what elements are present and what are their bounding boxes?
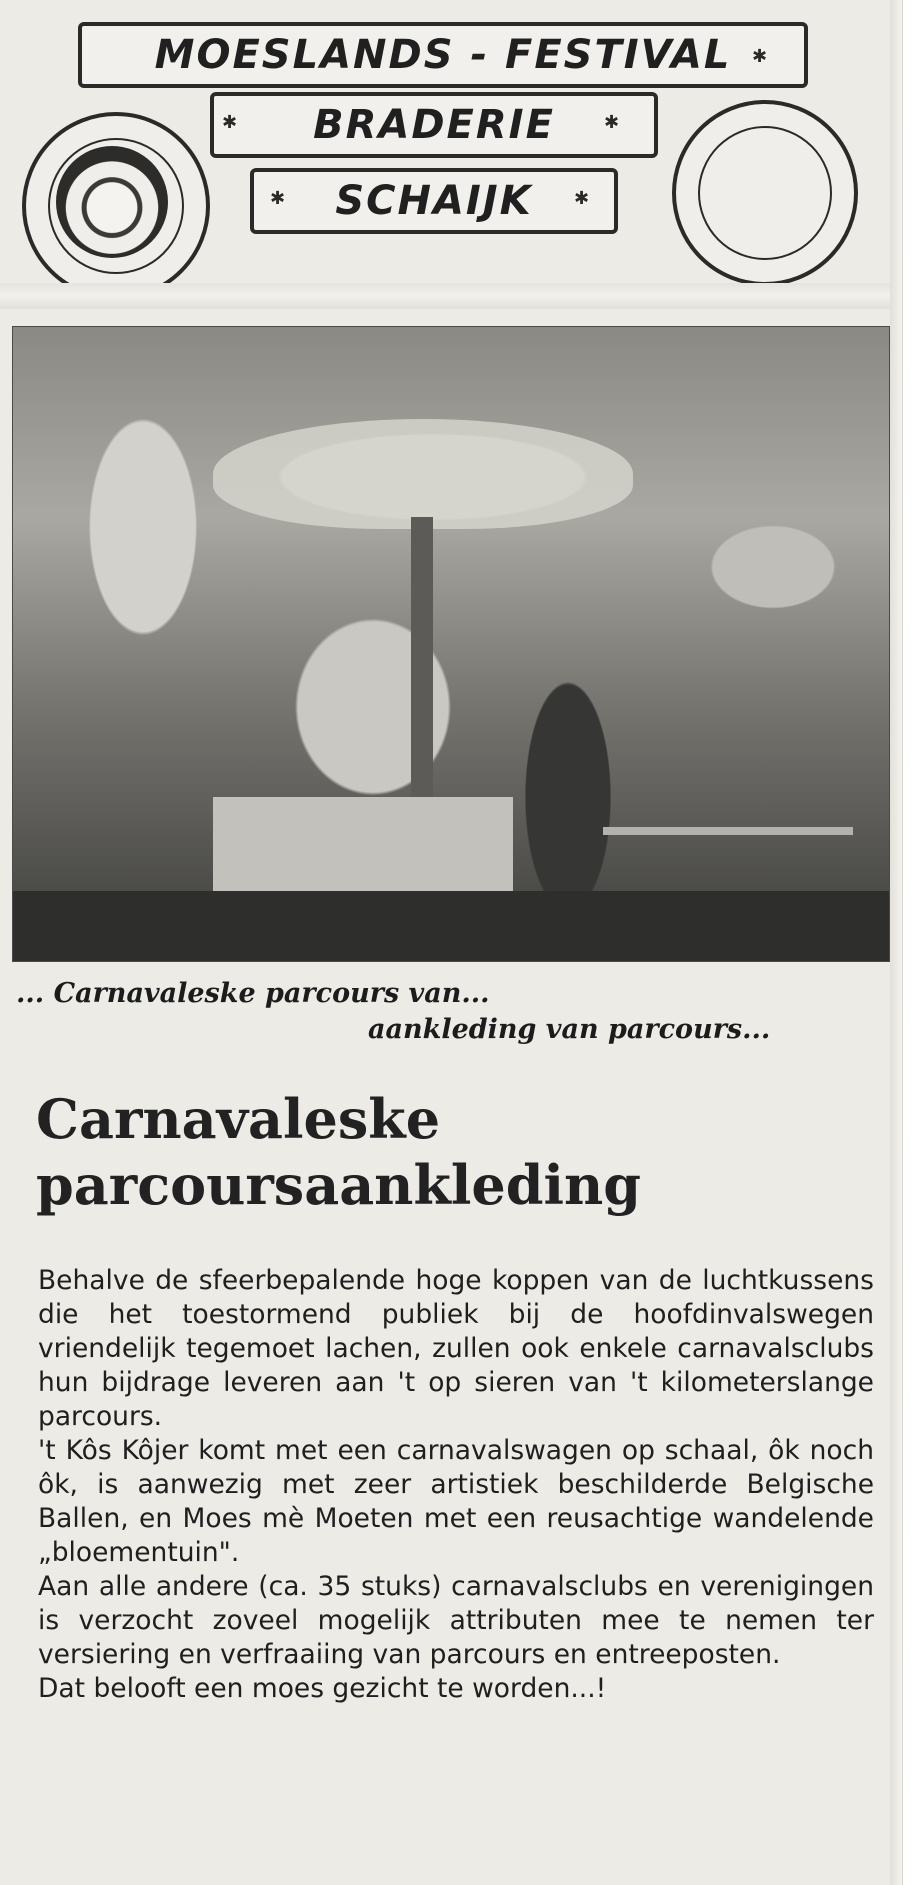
star-icon: ✱	[604, 112, 620, 133]
seal-inner-ring	[698, 126, 832, 260]
star-icon: ✱	[752, 46, 768, 67]
paper-fold	[0, 283, 902, 309]
banner-schaijk-text: SCHAIJK	[335, 178, 533, 224]
banner-festival-text: MOESLANDS - FESTIVAL	[154, 32, 732, 78]
article-title: Carnavaleske parcoursaankleding	[36, 1087, 642, 1217]
banner-braderie-text: BRADERIE	[313, 102, 555, 148]
photo-caption-line-2: aankleding van parcours...	[368, 1014, 771, 1045]
article-paragraph: Dat belooft een moes gezicht te worden...!	[38, 1673, 607, 1704]
banner-braderie	[210, 92, 658, 158]
banner-schaijk	[250, 168, 618, 234]
photo-canopy	[213, 419, 633, 529]
article-body	[38, 1264, 874, 1706]
star-icon: ✱	[270, 188, 286, 209]
article-paragraph: 't Kôs Kôjer komt met een carnavalswagen op schaal, ôk noch ôk, is aanwezig met zeer artistiek beschilderde Belgische Ballen, en Moes mè Moeten met een reusachtige wandelende „bloementuin".	[38, 1435, 874, 1568]
retailers-association-seal	[672, 100, 858, 286]
banner-festival	[78, 22, 808, 88]
carnaval-foundation-seal	[22, 112, 210, 300]
photo-caption-line-1: ... Carnavaleske parcours van...	[16, 978, 490, 1009]
carnival-parcours-photo	[12, 326, 890, 962]
festival-header	[0, 0, 902, 300]
star-icon: ✱	[574, 188, 590, 209]
article-paragraph: Behalve de sfeerbepalende hoge koppen van de luchtkussens die het toestormend publiek bij de hoofdinvalswegen vriendelijk tegemoet lachen, zullen ook enkele carnavalsclubs hun bijdrage leveren aan 't op sieren van 't kilometerslange parcours.	[38, 1265, 874, 1432]
star-icon: ✱	[222, 112, 238, 133]
article-paragraph: Aan alle andere (ca. 35 stuks) carnavalsclubs en verenigingen is verzocht zoveel mogelijk attributen mee te nemen ter versiering en verfraaiing van parcours en entreeposten.	[38, 1571, 874, 1670]
photo-floor	[13, 891, 889, 961]
jester-face-icon	[56, 146, 168, 258]
